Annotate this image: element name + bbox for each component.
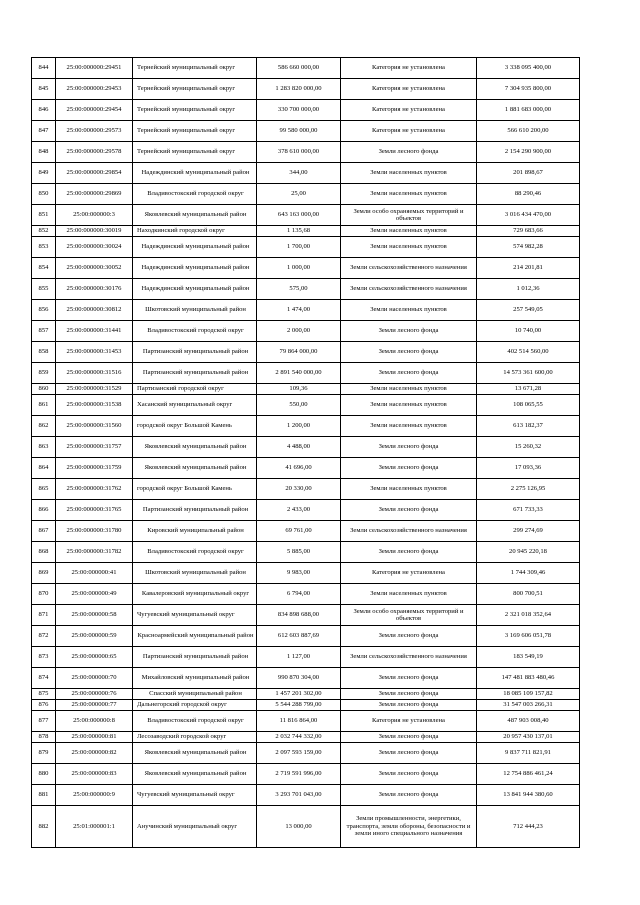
district-cell: Партизанский городской округ — [133, 384, 257, 395]
land-category-cell: Земли лесного фонда — [341, 785, 477, 806]
table-row — [32, 743, 580, 764]
area-cell: 330 700 000,00 — [257, 100, 341, 121]
table-row — [32, 226, 580, 237]
land-category-cell: Категория не установлена — [341, 121, 477, 142]
land-category-cell: Земли промышленности, энергетики, транспорта, земли обороны, безопасности и земли иного специального назначения — [341, 806, 477, 848]
table-row — [32, 121, 580, 142]
land-category-cell: Земли лесного фонда — [341, 363, 477, 384]
cadastral-value-cell: 13 841 944 380,60 — [477, 785, 580, 806]
table-row — [32, 500, 580, 521]
cadastral-value-cell: 712 444,23 — [477, 806, 580, 848]
cadastral-number-cell: 25:00:000000:29453 — [56, 79, 133, 100]
cadastral-value-cell: 671 733,33 — [477, 500, 580, 521]
area-cell: 9 983,00 — [257, 563, 341, 584]
district-cell: Тернейский муниципальный округ — [133, 100, 257, 121]
district-cell: Надеждинский муниципальный район — [133, 237, 257, 258]
area-cell: 79 864 000,00 — [257, 342, 341, 363]
cadastral-value-cell: 1 012,36 — [477, 279, 580, 300]
table-row — [32, 321, 580, 342]
district-cell: Дальнегорский городской округ — [133, 700, 257, 711]
cadastral-number-cell: 25:00:000000:81 — [56, 732, 133, 743]
area-cell: 344,00 — [257, 163, 341, 184]
cadastral-value-cell: 1 881 683 000,00 — [477, 100, 580, 121]
table-row — [32, 785, 580, 806]
land-category-cell: Земли особо охраняемых территорий и объектов — [341, 605, 477, 626]
cadastral-number-cell: 25:00:000000:49 — [56, 584, 133, 605]
land-category-cell: Земли населенных пунктов — [341, 479, 477, 500]
cadastral-number-cell: 25:00:000000:9 — [56, 785, 133, 806]
area-cell: 2 433,00 — [257, 500, 341, 521]
row-number-cell: 850 — [32, 184, 56, 205]
land-category-cell: Земли населенных пунктов — [341, 300, 477, 321]
district-cell: Тернейский муниципальный округ — [133, 142, 257, 163]
row-number-cell: 855 — [32, 279, 56, 300]
row-number-cell: 867 — [32, 521, 56, 542]
cadastral-number-cell: 25:00:000000:31757 — [56, 437, 133, 458]
row-number-cell: 870 — [32, 584, 56, 605]
district-cell: Владивостокский городской округ — [133, 184, 257, 205]
row-number-cell: 880 — [32, 764, 56, 785]
land-category-cell: Земли сельскохозяйственного назначения — [341, 647, 477, 668]
cadastral-value-cell: 214 201,81 — [477, 258, 580, 279]
cadastral-number-cell: 25:00:000000:76 — [56, 689, 133, 700]
area-cell: 20 330,00 — [257, 479, 341, 500]
land-category-cell: Земли лесного фонда — [341, 689, 477, 700]
cadastral-value-cell: 7 304 935 800,00 — [477, 79, 580, 100]
area-cell: 99 580 000,00 — [257, 121, 341, 142]
table-row — [32, 584, 580, 605]
table-row — [32, 258, 580, 279]
area-cell: 586 660 000,00 — [257, 58, 341, 79]
table-row — [32, 300, 580, 321]
district-cell: Шкотовский муниципальный район — [133, 300, 257, 321]
row-number-cell: 847 — [32, 121, 56, 142]
cadastral-number-cell: 25:00:000000:31538 — [56, 395, 133, 416]
cadastral-value-cell: 574 982,28 — [477, 237, 580, 258]
land-category-cell: Земли населенных пунктов — [341, 384, 477, 395]
row-number-cell: 862 — [32, 416, 56, 437]
row-number-cell: 851 — [32, 205, 56, 226]
cadastral-value-cell: 147 481 883 480,46 — [477, 668, 580, 689]
table-row — [32, 395, 580, 416]
land-category-cell: Земли лесного фонда — [341, 321, 477, 342]
row-number-cell: 865 — [32, 479, 56, 500]
area-cell: 5 885,00 — [257, 542, 341, 563]
cadastral-number-cell: 25:00:000000:30024 — [56, 237, 133, 258]
district-cell: Тернейский муниципальный округ — [133, 58, 257, 79]
area-cell: 378 610 000,00 — [257, 142, 341, 163]
row-number-cell: 860 — [32, 384, 56, 395]
table-row — [32, 521, 580, 542]
land-category-cell: Земли лесного фонда — [341, 732, 477, 743]
row-number-cell: 866 — [32, 500, 56, 521]
area-cell: 1 700,00 — [257, 237, 341, 258]
row-number-cell: 868 — [32, 542, 56, 563]
row-number-cell: 861 — [32, 395, 56, 416]
cadastral-number-cell: 25:00:000000:31560 — [56, 416, 133, 437]
area-cell: 4 488,00 — [257, 437, 341, 458]
district-cell: городской округ Большой Камень — [133, 479, 257, 500]
area-cell: 1 200,00 — [257, 416, 341, 437]
district-cell: городской округ Большой Камень — [133, 416, 257, 437]
district-cell: Владивостокский городской округ — [133, 542, 257, 563]
district-cell: Чугуевский муниципальный округ — [133, 605, 257, 626]
row-number-cell: 878 — [32, 732, 56, 743]
cadastral-value-cell: 1 744 309,46 — [477, 563, 580, 584]
row-number-cell: 871 — [32, 605, 56, 626]
table-row — [32, 689, 580, 700]
table-row — [32, 458, 580, 479]
district-cell: Партизанский муниципальный район — [133, 342, 257, 363]
cadastral-value-cell: 402 514 560,00 — [477, 342, 580, 363]
row-number-cell: 863 — [32, 437, 56, 458]
land-category-cell: Категория не установлена — [341, 58, 477, 79]
table-row — [32, 79, 580, 100]
cadastral-number-cell: 25:00:000000:30052 — [56, 258, 133, 279]
cadastral-value-cell: 20 945 220,18 — [477, 542, 580, 563]
cadastral-number-cell: 25:00:000000:59 — [56, 626, 133, 647]
land-category-cell: Земли лесного фонда — [341, 764, 477, 785]
area-cell: 2 032 744 332,00 — [257, 732, 341, 743]
table-row — [32, 542, 580, 563]
cadastral-value-cell: 12 754 886 461,24 — [477, 764, 580, 785]
district-cell: Кавалеровский муниципальный округ — [133, 584, 257, 605]
land-cadastral-table — [31, 57, 580, 848]
land-category-cell: Земли населенных пунктов — [341, 584, 477, 605]
table-row — [32, 711, 580, 732]
district-cell: Находкинский городской округ — [133, 226, 257, 237]
area-cell: 550,00 — [257, 395, 341, 416]
district-cell: Лесозаводский городской округ — [133, 732, 257, 743]
cadastral-number-cell: 25:00:000000:31762 — [56, 479, 133, 500]
cadastral-value-cell: 13 671,28 — [477, 384, 580, 395]
land-category-cell: Земли сельскохозяйственного назначения — [341, 258, 477, 279]
table-row — [32, 58, 580, 79]
table-row — [32, 384, 580, 395]
cadastral-value-cell: 17 093,36 — [477, 458, 580, 479]
land-category-cell: Земли лесного фонда — [341, 437, 477, 458]
table-row — [32, 100, 580, 121]
cadastral-number-cell: 25:00:000000:82 — [56, 743, 133, 764]
cadastral-number-cell: 25:00:000000:70 — [56, 668, 133, 689]
district-cell: Яковлевский муниципальный район — [133, 764, 257, 785]
area-cell: 2 719 591 996,00 — [257, 764, 341, 785]
area-cell: 1 474,00 — [257, 300, 341, 321]
cadastral-number-cell: 25:00:000000:29854 — [56, 163, 133, 184]
land-category-cell: Земли лесного фонда — [341, 458, 477, 479]
cadastral-value-cell: 2 275 126,95 — [477, 479, 580, 500]
cadastral-number-cell: 25:00:000000:30812 — [56, 300, 133, 321]
cadastral-number-cell: 25:00:000000:58 — [56, 605, 133, 626]
cadastral-value-cell: 20 957 430 137,01 — [477, 732, 580, 743]
row-number-cell: 877 — [32, 711, 56, 732]
cadastral-value-cell: 257 549,05 — [477, 300, 580, 321]
table-row — [32, 279, 580, 300]
area-cell: 1 127,00 — [257, 647, 341, 668]
cadastral-value-cell: 18 085 109 157,82 — [477, 689, 580, 700]
row-number-cell: 879 — [32, 743, 56, 764]
cadastral-number-cell: 25:00:000000:29578 — [56, 142, 133, 163]
cadastral-number-cell: 25:00:000000:29573 — [56, 121, 133, 142]
table-row — [32, 163, 580, 184]
row-number-cell: 857 — [32, 321, 56, 342]
cadastral-value-cell: 566 610 200,00 — [477, 121, 580, 142]
cadastral-value-cell: 183 549,19 — [477, 647, 580, 668]
cadastral-value-cell: 10 740,00 — [477, 321, 580, 342]
cadastral-value-cell: 299 274,69 — [477, 521, 580, 542]
table-row — [32, 142, 580, 163]
cadastral-number-cell: 25:00:000000:29869 — [56, 184, 133, 205]
cadastral-value-cell: 613 182,37 — [477, 416, 580, 437]
district-cell: Спасский муниципальный район — [133, 689, 257, 700]
area-cell: 643 163 000,00 — [257, 205, 341, 226]
area-cell: 41 696,00 — [257, 458, 341, 479]
area-cell: 3 293 701 043,00 — [257, 785, 341, 806]
row-number-cell: 848 — [32, 142, 56, 163]
land-category-cell: Земли особо охраняемых территорий и объектов — [341, 205, 477, 226]
district-cell: Тернейский муниципальный округ — [133, 121, 257, 142]
district-cell: Шкотовский муниципальный район — [133, 563, 257, 584]
cadastral-value-cell: 108 065,55 — [477, 395, 580, 416]
cadastral-value-cell: 3 338 095 400,00 — [477, 58, 580, 79]
land-category-cell: Категория не установлена — [341, 79, 477, 100]
row-number-cell: 858 — [32, 342, 56, 363]
land-category-cell: Земли лесного фонда — [341, 500, 477, 521]
district-cell: Надеждинский муниципальный район — [133, 163, 257, 184]
table-row — [32, 626, 580, 647]
land-category-cell: Земли сельскохозяйственного назначения — [341, 279, 477, 300]
row-number-cell: 873 — [32, 647, 56, 668]
area-cell: 2 891 540 000,00 — [257, 363, 341, 384]
area-cell: 69 761,00 — [257, 521, 341, 542]
cadastral-number-cell: 25:00:000000:3 — [56, 205, 133, 226]
cadastral-number-cell: 25:00:000000:8 — [56, 711, 133, 732]
district-cell: Партизанский муниципальный район — [133, 647, 257, 668]
row-number-cell: 853 — [32, 237, 56, 258]
cadastral-value-cell: 800 700,51 — [477, 584, 580, 605]
cadastral-number-cell: 25:00:000000:31780 — [56, 521, 133, 542]
area-cell: 5 544 288 799,00 — [257, 700, 341, 711]
cadastral-value-cell: 2 154 290 900,00 — [477, 142, 580, 163]
land-category-cell: Земли лесного фонда — [341, 542, 477, 563]
row-number-cell: 869 — [32, 563, 56, 584]
table-row — [32, 416, 580, 437]
district-cell: Владивостокский городской округ — [133, 711, 257, 732]
district-cell: Кировский муниципальный район — [133, 521, 257, 542]
cadastral-value-cell: 201 898,67 — [477, 163, 580, 184]
cadastral-number-cell: 25:00:000000:77 — [56, 700, 133, 711]
district-cell: Тернейский муниципальный округ — [133, 79, 257, 100]
district-cell: Яковлевский муниципальный район — [133, 437, 257, 458]
cadastral-value-cell: 15 260,32 — [477, 437, 580, 458]
district-cell: Партизанский муниципальный район — [133, 363, 257, 384]
row-number-cell: 844 — [32, 58, 56, 79]
table-row — [32, 647, 580, 668]
table-row — [32, 806, 580, 848]
cadastral-number-cell: 25:00:000000:31516 — [56, 363, 133, 384]
district-cell: Яковлевский муниципальный район — [133, 458, 257, 479]
area-cell: 6 794,00 — [257, 584, 341, 605]
table-row — [32, 700, 580, 711]
row-number-cell: 854 — [32, 258, 56, 279]
table-row — [32, 764, 580, 785]
row-number-cell: 859 — [32, 363, 56, 384]
land-category-cell: Категория не установлена — [341, 711, 477, 732]
district-cell: Яковлевский муниципальный район — [133, 205, 257, 226]
district-cell: Надеждинский муниципальный район — [133, 258, 257, 279]
table-row — [32, 363, 580, 384]
cadastral-number-cell: 25:00:000000:31759 — [56, 458, 133, 479]
land-category-cell: Категория не установлена — [341, 100, 477, 121]
land-category-cell: Земли населенных пунктов — [341, 395, 477, 416]
cadastral-value-cell: 31 547 003 266,31 — [477, 700, 580, 711]
row-number-cell: 876 — [32, 700, 56, 711]
land-category-cell: Земли лесного фонда — [341, 142, 477, 163]
cadastral-number-cell: 25:00:000000:31453 — [56, 342, 133, 363]
area-cell: 109,36 — [257, 384, 341, 395]
table-row — [32, 732, 580, 743]
land-category-cell: Земли сельскохозяйственного назначения — [341, 521, 477, 542]
area-cell: 25,00 — [257, 184, 341, 205]
table-row — [32, 184, 580, 205]
district-cell: Хасанский муниципальный округ — [133, 395, 257, 416]
land-category-cell: Земли лесного фонда — [341, 700, 477, 711]
table-row — [32, 342, 580, 363]
cadastral-number-cell: 25:00:000000:31782 — [56, 542, 133, 563]
table-row — [32, 563, 580, 584]
district-cell: Яковлевский муниципальный район — [133, 743, 257, 764]
area-cell: 13 000,00 — [257, 806, 341, 848]
table-row — [32, 479, 580, 500]
cadastral-number-cell: 25:00:000000:30019 — [56, 226, 133, 237]
area-cell: 2 000,00 — [257, 321, 341, 342]
area-cell: 990 870 304,00 — [257, 668, 341, 689]
table-row — [32, 437, 580, 458]
table-row — [32, 237, 580, 258]
cadastral-value-cell: 14 573 361 600,00 — [477, 363, 580, 384]
cadastral-number-cell: 25:01:000001:1 — [56, 806, 133, 848]
table-row — [32, 668, 580, 689]
land-category-cell: Земли лесного фонда — [341, 626, 477, 647]
land-category-cell: Категория не установлена — [341, 563, 477, 584]
row-number-cell: 881 — [32, 785, 56, 806]
row-number-cell: 864 — [32, 458, 56, 479]
cadastral-value-cell: 9 837 711 821,91 — [477, 743, 580, 764]
cadastral-number-cell: 25:00:000000:41 — [56, 563, 133, 584]
area-cell: 834 898 688,00 — [257, 605, 341, 626]
land-category-cell: Земли населенных пунктов — [341, 416, 477, 437]
row-number-cell: 849 — [32, 163, 56, 184]
row-number-cell: 846 — [32, 100, 56, 121]
area-cell: 11 816 864,00 — [257, 711, 341, 732]
cadastral-value-cell: 487 903 008,40 — [477, 711, 580, 732]
land-category-cell: Земли населенных пунктов — [341, 226, 477, 237]
cadastral-value-cell: 88 290,46 — [477, 184, 580, 205]
row-number-cell: 852 — [32, 226, 56, 237]
district-cell: Владивостокский городской округ — [133, 321, 257, 342]
land-category-cell: Земли лесного фонда — [341, 342, 477, 363]
area-cell: 575,00 — [257, 279, 341, 300]
area-cell: 1 283 820 000,00 — [257, 79, 341, 100]
row-number-cell: 874 — [32, 668, 56, 689]
cadastral-number-cell: 25:00:000000:31765 — [56, 500, 133, 521]
district-cell: Чугуевский муниципальный округ — [133, 785, 257, 806]
land-category-cell: Земли населенных пунктов — [341, 184, 477, 205]
district-cell: Михайловский муниципальный район — [133, 668, 257, 689]
cadastral-value-cell: 2 321 018 352,64 — [477, 605, 580, 626]
table-row — [32, 205, 580, 226]
row-number-cell: 856 — [32, 300, 56, 321]
cadastral-number-cell: 25:00:000000:29454 — [56, 100, 133, 121]
table-row — [32, 605, 580, 626]
district-cell: Партизанский муниципальный район — [133, 500, 257, 521]
land-category-cell: Земли лесного фонда — [341, 743, 477, 764]
district-cell: Красноармейский муниципальный район — [133, 626, 257, 647]
district-cell: Анучинский муниципальный округ — [133, 806, 257, 848]
cadastral-number-cell: 25:00:000000:65 — [56, 647, 133, 668]
land-category-cell: Земли населенных пунктов — [341, 237, 477, 258]
cadastral-number-cell: 25:00:000000:83 — [56, 764, 133, 785]
cadastral-value-cell: 3 016 434 470,00 — [477, 205, 580, 226]
row-number-cell: 872 — [32, 626, 56, 647]
row-number-cell: 845 — [32, 79, 56, 100]
land-category-cell: Земли лесного фонда — [341, 668, 477, 689]
area-cell: 612 603 887,69 — [257, 626, 341, 647]
table-body — [32, 58, 580, 848]
row-number-cell: 882 — [32, 806, 56, 848]
area-cell: 1 135,68 — [257, 226, 341, 237]
cadastral-number-cell: 25:00:000000:30176 — [56, 279, 133, 300]
area-cell: 1 000,00 — [257, 258, 341, 279]
cadastral-value-cell: 729 683,66 — [477, 226, 580, 237]
cadastral-number-cell: 25:00:000000:29451 — [56, 58, 133, 79]
area-cell: 1 457 201 302,00 — [257, 689, 341, 700]
land-category-cell: Земли населенных пунктов — [341, 163, 477, 184]
cadastral-number-cell: 25:00:000000:31441 — [56, 321, 133, 342]
district-cell: Надеждинский муниципальный район — [133, 279, 257, 300]
cadastral-value-cell: 3 169 606 051,78 — [477, 626, 580, 647]
cadastral-number-cell: 25:00:000000:31529 — [56, 384, 133, 395]
row-number-cell: 875 — [32, 689, 56, 700]
area-cell: 2 097 593 159,00 — [257, 743, 341, 764]
